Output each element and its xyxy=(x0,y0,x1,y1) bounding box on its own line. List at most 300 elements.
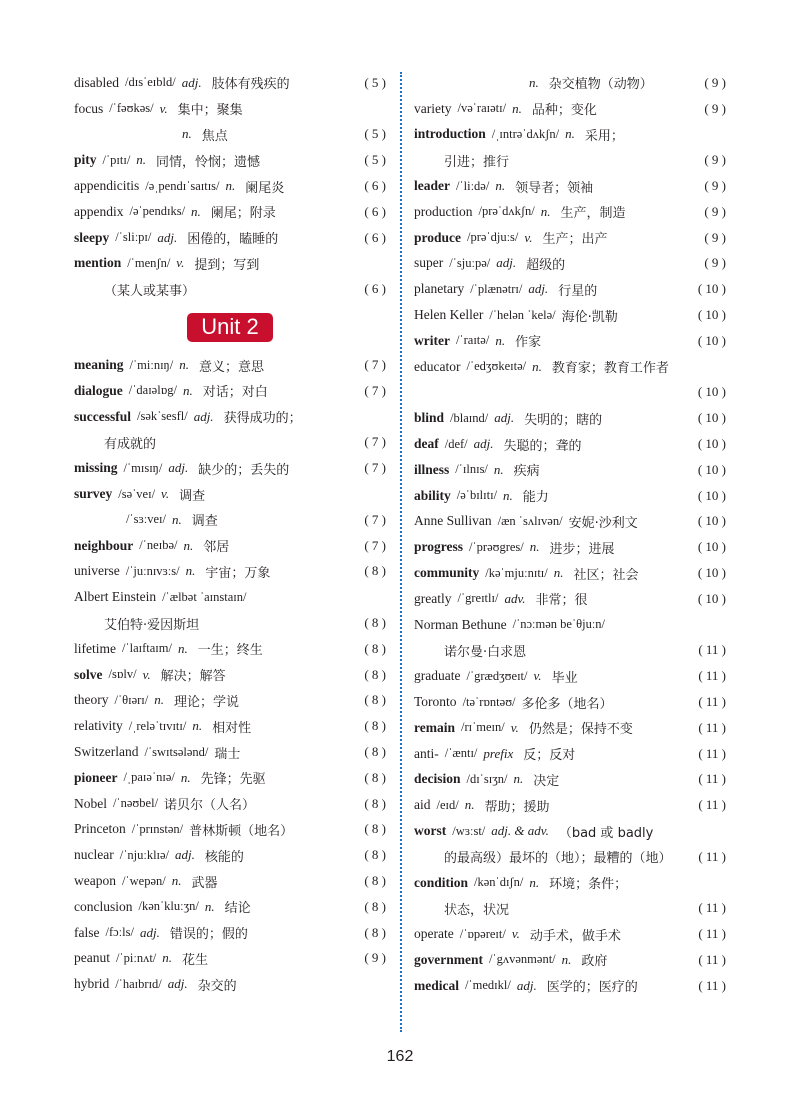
vocab-entry xyxy=(414,431,726,457)
vocab-page-ref: ( 6 ) xyxy=(364,229,386,245)
vocab-part-of-speech: v. xyxy=(511,926,520,942)
vocab-meaning: 反；反对 xyxy=(523,748,576,764)
vocab-page-ref: ( 10 ) xyxy=(697,461,726,477)
vocab-word: ability xyxy=(414,487,451,503)
vocab-part-of-speech: adj. xyxy=(528,281,549,297)
vocab-meaning: 先锋；先驱 xyxy=(200,772,266,788)
vocab-page-ref: ( 9 ) xyxy=(704,229,726,245)
vocab-word: medical xyxy=(414,977,459,993)
right-column xyxy=(414,70,726,999)
vocab-entry xyxy=(414,276,726,302)
vocab-phonetic: /ˈmiːnɪŋ/ xyxy=(129,357,174,372)
vocab-entry xyxy=(74,842,386,868)
vocab-word: produce xyxy=(414,229,462,245)
vocab-entry xyxy=(74,378,386,404)
vocab-word: survey xyxy=(74,486,113,502)
vocab-entry xyxy=(414,483,726,509)
vocab-meaning: 相对性 xyxy=(212,720,252,736)
vocab-entry xyxy=(414,354,726,380)
vocab-meaning: 毕业 xyxy=(551,670,578,686)
vocab-word: mention xyxy=(74,255,122,271)
vocab-meaning: 领导者；领袖 xyxy=(515,180,594,196)
vocab-word: greatly xyxy=(414,590,452,606)
vocab-phonetic: /ˈpiːnʌt/ xyxy=(116,950,157,965)
vocab-part-of-speech: n. xyxy=(513,771,524,787)
vocab-phonetic: /ˈedʒʊkeɪtə/ xyxy=(466,359,527,374)
vocab-word: dialogue xyxy=(74,382,123,398)
vocab-phonetic: /def/ xyxy=(444,436,468,451)
vocab-page-ref: ( 8 ) xyxy=(364,769,386,785)
vocab-entry xyxy=(74,688,386,714)
vocab-entry xyxy=(74,739,386,765)
vocab-word: anti- xyxy=(414,745,439,761)
vocab-meaning: 状态，状况 xyxy=(444,902,510,918)
vocab-meaning: 引进；推行 xyxy=(444,154,510,170)
vocab-part-of-speech: n. xyxy=(191,203,201,219)
vocab-meaning: 困倦的，瞌睡的 xyxy=(187,232,279,248)
vocab-entry xyxy=(414,586,726,612)
vocab-meaning: 失明的；瞎的 xyxy=(524,412,603,428)
vocab-meaning: 焦点 xyxy=(201,128,228,144)
vocab-word: worst xyxy=(414,823,447,838)
vocab-word: neighbour xyxy=(74,537,134,553)
vocab-part-of-speech: n. xyxy=(553,565,564,581)
vocab-entry xyxy=(414,689,726,715)
vocab-entry xyxy=(74,199,386,225)
vocab-meaning: 阑尾；附录 xyxy=(210,206,276,222)
vocab-page-ref: ( 10 ) xyxy=(697,539,726,555)
vocab-page-ref: ( 6 ) xyxy=(364,178,386,194)
vocab-entry xyxy=(414,173,726,199)
vocab-entry xyxy=(74,713,386,739)
vocab-entry xyxy=(414,199,726,225)
vocab-page-ref: ( 10 ) xyxy=(697,590,726,606)
vocab-page-ref: ( 11 ) xyxy=(698,771,726,787)
vocab-word: operate xyxy=(414,926,454,942)
vocab-page-ref: ( 8 ) xyxy=(364,898,386,914)
vocab-entry xyxy=(74,352,386,378)
vocab-phonetic: /ˈmɪsɪŋ/ xyxy=(123,460,163,475)
vocab-entry xyxy=(414,767,726,793)
vocab-word: focus xyxy=(74,100,104,116)
vocab-entry xyxy=(414,741,726,767)
vocab-entry xyxy=(414,534,726,560)
vocab-word: Princeton xyxy=(74,821,126,837)
vocab-part-of-speech: n. xyxy=(225,178,236,194)
vocab-entry xyxy=(74,533,386,559)
unit-heading xyxy=(74,302,386,352)
vocab-meaning: 调查 xyxy=(179,488,206,504)
vocab-page-ref: ( 10 ) xyxy=(697,332,726,348)
vocab-list-unit2 xyxy=(74,352,386,997)
vocab-word: relativity xyxy=(74,718,123,734)
vocab-word: variety xyxy=(414,100,452,116)
vocab-part-of-speech: v. xyxy=(142,666,151,682)
vocab-page-ref: ( 8 ) xyxy=(364,847,386,863)
vocab-meaning: 安妮·沙利文 xyxy=(568,515,638,531)
vocab-meaning: 提到；写到 xyxy=(194,257,260,273)
vocab-phonetic: /səkˈsesfl/ xyxy=(137,409,188,424)
vocab-entry xyxy=(414,896,726,922)
vocab-part-of-speech: v. xyxy=(524,229,533,245)
vocab-page-ref: ( 9 ) xyxy=(704,178,726,194)
vocab-phonetic: /prəˈdjuːs/ xyxy=(467,230,519,245)
vocab-word: condition xyxy=(414,874,469,890)
vocab-phonetic: /ˌreləˈtɪvɪtɪ/ xyxy=(128,718,187,733)
vocab-entry xyxy=(74,481,386,507)
vocab-word: Nobel xyxy=(74,795,107,811)
vocab-page-ref: ( 9 ) xyxy=(364,950,386,966)
vocab-word: successful xyxy=(74,408,131,424)
vocab-entry xyxy=(414,947,726,973)
vocab-phonetic: /ˈlaɪftaɪm/ xyxy=(121,641,172,656)
vocab-list-unit2-continued xyxy=(414,70,726,999)
vocab-page-ref: ( 10 ) xyxy=(697,281,726,297)
vocab-entry xyxy=(74,276,386,302)
vocab-entry xyxy=(74,559,386,585)
vocab-part-of-speech: adj. xyxy=(175,847,195,863)
vocab-part-of-speech: adj. xyxy=(516,977,537,993)
vocab-meaning: 获得成功的； xyxy=(223,411,302,427)
vocab-page-ref: ( 11 ) xyxy=(698,719,726,735)
vocab-phonetic: /blaɪnd/ xyxy=(450,410,489,425)
vocab-part-of-speech: n. xyxy=(529,74,539,90)
vocab-part-of-speech: n. xyxy=(177,640,188,656)
vocab-page-ref: ( 8 ) xyxy=(364,718,386,734)
vocab-part-of-speech: n. xyxy=(136,152,147,168)
vocab-part-of-speech: adj. xyxy=(168,460,189,476)
vocab-meaning: 结论 xyxy=(224,901,251,917)
vocab-part-of-speech: adj. xyxy=(139,924,160,940)
vocab-meaning: 帮助；援助 xyxy=(484,799,550,815)
vocab-page-ref: ( 11 ) xyxy=(698,694,726,710)
vocab-page-ref: ( 11 ) xyxy=(698,642,726,658)
vocab-part-of-speech: n. xyxy=(495,178,506,194)
vocab-page-ref: ( 5 ) xyxy=(364,126,386,142)
vocab-phonetic: /ˈnəʊbel/ xyxy=(113,796,159,811)
vocab-entry xyxy=(74,610,386,636)
vocab-word: illness xyxy=(414,461,450,477)
vocab-word: writer xyxy=(414,332,450,348)
vocab-entry xyxy=(74,791,386,817)
vocab-part-of-speech: n. xyxy=(540,203,551,219)
vocab-part-of-speech: n. xyxy=(192,718,203,734)
vocab-entry xyxy=(74,147,386,173)
vocab-meaning: 失聪的；聋的 xyxy=(503,438,582,454)
vocab-part-of-speech: n. xyxy=(182,126,192,142)
vocab-page-ref: ( 9 ) xyxy=(704,152,726,168)
vocab-part-of-speech: n. xyxy=(529,874,540,890)
vocab-entry xyxy=(414,122,726,148)
vocab-word: aid xyxy=(414,797,431,813)
vocab-phonetic: /kənˈdɪʃn/ xyxy=(474,875,524,890)
vocab-phonetic: /əˈpendɪks/ xyxy=(129,204,186,219)
vocab-word: Toronto xyxy=(414,694,457,710)
vocab-page-ref: ( 6 ) xyxy=(364,281,386,297)
vocab-meaning: 环境；条件； xyxy=(549,877,628,893)
vocab-word: hybrid xyxy=(74,976,110,992)
vocab-phonetic: /ˈdaɪəlɒg/ xyxy=(128,383,177,398)
vocab-page-ref: ( 5 ) xyxy=(364,74,386,90)
vocab-phonetic: /ˈæntɪ/ xyxy=(444,746,478,761)
vocab-page-ref: ( 7 ) xyxy=(364,537,386,553)
vocab-part-of-speech: n. xyxy=(493,461,504,477)
vocab-phonetic: /ˈɪlnɪs/ xyxy=(455,462,488,477)
vocab-word: Albert Einstein xyxy=(74,589,157,605)
vocab-phonetic: /ˈliːdə/ xyxy=(456,178,490,193)
vocab-phonetic: /ˈgreɪtlɪ/ xyxy=(457,591,499,606)
vocab-word: disabled xyxy=(74,74,119,90)
vocab-meaning: 行星的 xyxy=(558,283,598,299)
vocab-phonetic: /ˈneɪbə/ xyxy=(139,538,178,553)
vocab-meaning: 武器 xyxy=(191,875,218,891)
vocab-page-ref: ( 10 ) xyxy=(697,384,726,400)
vocab-page-ref: ( 11 ) xyxy=(698,668,726,684)
vocab-phonetic: /ˈjuːnɪvɜːs/ xyxy=(125,563,180,578)
vocab-phonetic: /ˈgʌvənmənt/ xyxy=(488,952,556,967)
vocab-phonetic: /ˈplænətrɪ/ xyxy=(470,281,523,296)
vocab-word: solve xyxy=(74,666,103,682)
vocab-phonetic: /eɪd/ xyxy=(436,797,459,812)
vocab-meaning: 生产；出产 xyxy=(542,232,608,248)
vocab-entry xyxy=(414,715,726,741)
vocab-part-of-speech: n. xyxy=(565,126,575,142)
vocab-page-ref: ( 11 ) xyxy=(698,951,726,967)
vocab-phonetic: /rɪˈmeɪn/ xyxy=(461,720,505,735)
vocab-phonetic: /ˈprɪnstən/ xyxy=(131,821,184,836)
vocab-part-of-speech: adj. xyxy=(181,74,202,90)
vocab-part-of-speech: n. xyxy=(464,797,475,813)
vocab-page-ref: ( 8 ) xyxy=(364,563,386,579)
vocab-word: introduction xyxy=(414,126,486,142)
vocab-meaning: 海伦·凯勒 xyxy=(561,309,618,325)
vocab-meaning: 仍然是；保持不变 xyxy=(528,722,633,738)
vocab-entry xyxy=(74,662,386,688)
vocab-word: Norman Bethune xyxy=(414,616,507,632)
vocab-meaning: 的最高级）最坏的（地）；最糟的（地） xyxy=(444,851,672,867)
vocab-page-ref: ( 10 ) xyxy=(697,436,726,452)
vocab-part-of-speech: n. xyxy=(532,358,542,374)
vocab-phonetic: /kəˈmjuːnɪtɪ/ xyxy=(485,565,548,580)
vocab-part-of-speech: adv. xyxy=(504,590,526,606)
left-column xyxy=(74,70,386,997)
vocab-page-ref: ( 11 ) xyxy=(698,977,726,993)
vocab-meaning: 有成就的 xyxy=(104,436,157,452)
vocab-part-of-speech: v. xyxy=(161,486,170,502)
vocab-part-of-speech: n. xyxy=(171,873,182,888)
vocab-meaning: 多伦多（地名） xyxy=(521,696,613,712)
vocab-phonetic: /dɪˈsɪʒn/ xyxy=(466,771,508,786)
vocab-part-of-speech: n. xyxy=(204,898,215,914)
vocab-word: missing xyxy=(74,460,118,476)
vocab-part-of-speech: n. xyxy=(183,537,194,553)
vocab-meaning: 超级的 xyxy=(526,257,566,273)
vocab-entry xyxy=(74,96,386,122)
vocab-phonetic: /əˈbɪlɪtɪ/ xyxy=(456,488,498,503)
vocab-meaning: 肢体有残疾的 xyxy=(211,77,290,93)
vocab-part-of-speech: n. xyxy=(182,382,193,398)
vocab-entry xyxy=(414,818,726,844)
vocab-phonetic: /ˈnɔːmən beˈθjuːn/ xyxy=(512,617,606,632)
vocab-word: decision xyxy=(414,771,461,787)
vocab-meaning: （某人或某事） xyxy=(104,283,196,299)
vocab-word: peanut xyxy=(74,950,110,966)
vocab-phonetic: /ˈɒpəreɪt/ xyxy=(459,926,506,941)
vocab-meaning: 政府 xyxy=(581,954,608,970)
vocab-meaning: 艾伯特·爱因斯坦 xyxy=(104,617,200,633)
vocab-phonetic: /ˈθɪərɪ/ xyxy=(114,692,149,707)
vocab-meaning: 动手术，做手术 xyxy=(529,928,621,944)
vocab-page-ref: ( 10 ) xyxy=(697,565,726,581)
vocab-word: super xyxy=(414,255,444,271)
vocab-meaning: 诺贝尔（人名） xyxy=(164,798,256,814)
vocab-entry xyxy=(74,868,386,894)
vocab-meaning: 社区；社会 xyxy=(573,567,639,583)
vocab-meaning: 品种；变化 xyxy=(531,103,597,119)
vocab-entry xyxy=(74,70,386,96)
vocab-meaning: 生产，制造 xyxy=(560,206,626,222)
vocab-entry xyxy=(414,457,726,483)
vocab-page-ref: ( 7 ) xyxy=(364,382,386,398)
vocab-entry xyxy=(414,380,726,406)
vocab-word: meaning xyxy=(74,357,124,373)
vocab-part-of-speech: n. xyxy=(185,563,196,579)
vocab-word: pity xyxy=(74,152,97,168)
vocab-meaning: 作家 xyxy=(515,335,542,351)
vocab-word: appendix xyxy=(74,203,124,219)
vocab-part-of-speech: adj. xyxy=(167,976,188,992)
vocab-part-of-speech: n. xyxy=(180,769,191,785)
vocab-phonetic: /ˌɪntrəˈdʌkʃn/ xyxy=(491,126,560,141)
vocab-meaning: 对话；对白 xyxy=(202,385,268,401)
vocab-meaning: 诺尔曼·白求恩 xyxy=(444,644,527,660)
vocab-page-ref: ( 8 ) xyxy=(364,666,386,682)
vocab-word: pioneer xyxy=(74,769,118,785)
vocab-meaning: 杂交的 xyxy=(197,978,237,994)
vocab-list-unit1-tail xyxy=(74,70,386,302)
vocab-meaning: 能力 xyxy=(522,490,549,506)
page-number: 162 xyxy=(386,1048,414,1065)
vocab-entry xyxy=(414,870,726,896)
vocab-page-ref: ( 8 ) xyxy=(364,821,386,837)
vocab-entry xyxy=(414,225,726,251)
vocab-phonetic: /ˈælbət ˈaɪnstaɪn/ xyxy=(162,589,247,604)
vocab-word: lifetime xyxy=(74,640,116,656)
vocab-word: theory xyxy=(74,692,109,708)
vocab-phonetic: /səˈveɪ/ xyxy=(118,486,156,501)
vocab-entry xyxy=(74,946,386,972)
vocab-phonetic: /ˈraɪtə/ xyxy=(455,333,490,348)
vocab-meaning: 错误的；假的 xyxy=(169,927,248,943)
vocab-word: deaf xyxy=(414,436,439,452)
vocab-meaning: 缺少的；丢失的 xyxy=(198,462,290,478)
vocab-word: government xyxy=(414,951,483,967)
vocab-phonetic: /ˈnjuːklɪə/ xyxy=(119,847,170,862)
vocab-word: educator xyxy=(414,358,461,374)
vocab-meaning: 瑞士 xyxy=(214,746,241,762)
vocab-entry xyxy=(414,70,726,96)
vocab-part-of-speech: prefix xyxy=(483,745,514,761)
vocab-phonetic: /prəˈdʌkʃn/ xyxy=(478,204,535,219)
vocab-part-of-speech: adj. xyxy=(157,229,178,245)
vocab-part-of-speech: n. xyxy=(495,332,506,348)
vocab-meaning: 杂交植物（动物） xyxy=(548,77,653,93)
vocab-part-of-speech: n. xyxy=(561,951,572,967)
vocab-entry xyxy=(414,844,726,870)
vocab-entry xyxy=(74,636,386,662)
vocab-meaning: 邻居 xyxy=(203,540,230,556)
vocab-word: Anne Sullivan xyxy=(414,513,492,529)
vocab-entry xyxy=(74,225,386,251)
vocab-phonetic: /dɪsˈeɪbld/ xyxy=(125,75,176,90)
vocab-word: community xyxy=(414,565,480,581)
vocab-entry xyxy=(414,405,726,431)
vocab-page-ref: ( 7 ) xyxy=(364,357,386,373)
vocab-meaning: 普林斯顿（地名） xyxy=(189,823,294,839)
vocab-entry xyxy=(414,302,726,328)
vocab-page-ref: ( 7 ) xyxy=(364,434,386,450)
vocab-phonetic: /ˈsjuːpə/ xyxy=(449,255,491,270)
vocab-meaning: 意义；意思 xyxy=(198,359,264,375)
vocab-phonetic: /ˈpɪtɪ/ xyxy=(102,152,131,167)
unit-badge: Unit 2 xyxy=(187,313,272,342)
vocab-entry xyxy=(74,455,386,481)
vocab-page-ref: ( 9 ) xyxy=(704,255,726,271)
vocab-phonetic: /fɔːls/ xyxy=(105,925,134,940)
vocab-meaning: 一生；终生 xyxy=(197,643,263,659)
vocab-meaning: 花生 xyxy=(182,952,209,968)
vocab-entry xyxy=(74,251,386,277)
vocab-word: sleepy xyxy=(74,229,110,245)
vocab-phonetic: /ˌpaɪəˈnɪə/ xyxy=(123,770,175,785)
vocab-phonetic: /ˈhaɪbrɪd/ xyxy=(115,976,162,991)
vocab-part-of-speech: v. xyxy=(510,719,519,735)
vocab-entry xyxy=(74,894,386,920)
vocab-entry xyxy=(414,96,726,122)
vocab-phonetic: /ˈsɜːveɪ/ xyxy=(126,512,166,527)
vocab-phonetic: /ˈhelən ˈkelə/ xyxy=(489,307,556,322)
vocab-page-ref: ( 11 ) xyxy=(698,745,726,761)
vocab-word: universe xyxy=(74,563,120,579)
vocab-entry xyxy=(414,612,726,638)
vocab-meaning: 医学的；医疗的 xyxy=(546,980,638,996)
vocab-word: graduate xyxy=(414,668,461,684)
vocab-part-of-speech: v. xyxy=(533,668,542,684)
vocab-entry xyxy=(74,122,386,148)
vocab-word: nuclear xyxy=(74,847,114,863)
vocab-page-ref: ( 5 ) xyxy=(364,152,386,168)
vocab-phonetic: /æn ˈsʌlɪvən/ xyxy=(497,513,563,528)
vocab-entry xyxy=(414,560,726,586)
vocab-meaning: 教育家；教育工作者 xyxy=(551,361,669,377)
vocab-entry xyxy=(74,765,386,791)
vocab-word: false xyxy=(74,924,100,940)
column-divider xyxy=(400,72,402,1032)
vocab-page-ref: ( 8 ) xyxy=(364,744,386,760)
vocab-word: blind xyxy=(414,410,445,426)
vocab-phonetic: /vəˈraɪətɪ/ xyxy=(457,101,507,116)
vocab-meaning: （bad 或 badly xyxy=(558,825,654,841)
vocab-part-of-speech: n. xyxy=(529,539,540,555)
vocab-phonetic: /ˈswɪtsələnd/ xyxy=(144,744,209,759)
vocab-page-ref: ( 8 ) xyxy=(364,692,386,708)
vocab-word: leader xyxy=(414,178,450,194)
vocab-entry xyxy=(414,638,726,664)
vocab-phonetic: /sɒlv/ xyxy=(108,667,137,682)
vocab-part-of-speech: n. xyxy=(162,950,173,966)
vocab-word: Helen Keller xyxy=(414,307,484,323)
vocab-word: progress xyxy=(414,539,464,555)
